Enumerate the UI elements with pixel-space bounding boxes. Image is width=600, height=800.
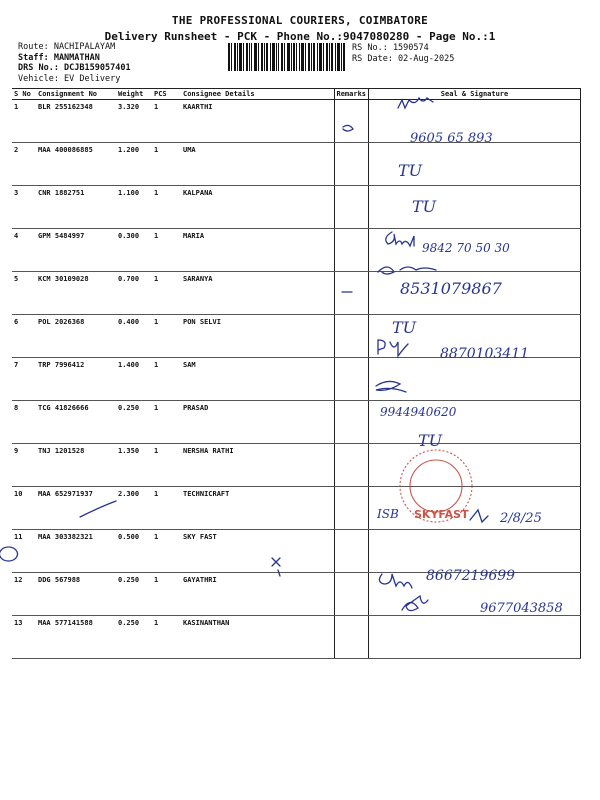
cell-remarks — [334, 444, 369, 487]
table-header-row — [12, 89, 581, 100]
cell-seal — [369, 315, 581, 358]
cell-weight: 1.100 — [116, 186, 152, 229]
cell-pcs: 1 — [152, 530, 181, 573]
cell-sno: 1 — [12, 100, 36, 143]
phone-note-7: 8870103411 — [440, 346, 530, 362]
runsheet-meta-left — [18, 42, 131, 84]
table-row — [12, 272, 581, 315]
table-row — [12, 401, 581, 444]
cell-consignee: UMA — [181, 143, 334, 186]
table-row — [12, 229, 581, 272]
cell-consignment: CNR 1882751 — [36, 186, 116, 229]
table-row — [12, 315, 581, 358]
cell-consignee: NERSHA RATHI — [181, 444, 334, 487]
cell-sno: 3 — [12, 186, 36, 229]
initials-2: TU — [398, 161, 423, 180]
cell-consignee: KAARTHI — [181, 100, 334, 143]
cell-seal — [369, 229, 581, 272]
cell-pcs: 1 — [152, 487, 181, 530]
cell-consignee: TECHNICRAFT — [181, 487, 334, 530]
date-note-11: 2/8/25 — [500, 511, 542, 526]
cell-seal — [369, 616, 581, 659]
cell-weight: 0.500 — [116, 530, 152, 573]
cell-consignee: PRASAD — [181, 401, 334, 444]
table-row — [12, 444, 581, 487]
cell-pcs: 1 — [152, 315, 181, 358]
cell-sno: 6 — [12, 315, 36, 358]
cell-remarks — [334, 573, 369, 616]
cell-remarks — [334, 272, 369, 315]
table-row — [12, 616, 581, 659]
col-header-weight: Weight — [116, 89, 152, 100]
col-header-pcs: PCS — [152, 89, 181, 100]
cell-remarks — [334, 616, 369, 659]
runsheet-meta-right — [352, 43, 454, 65]
cell-pcs: 1 — [152, 229, 181, 272]
cell-weight: 1.200 — [116, 143, 152, 186]
cell-sno: 10 — [12, 487, 36, 530]
cell-consignee: KASINANTHAN — [181, 616, 334, 659]
cell-remarks — [334, 315, 369, 358]
cell-pcs: 1 — [152, 616, 181, 659]
cell-seal — [369, 530, 581, 573]
cell-remarks — [334, 186, 369, 229]
table-row — [12, 100, 581, 143]
cell-sno: 4 — [12, 229, 36, 272]
cell-seal — [369, 401, 581, 444]
col-header-consignment: Consignment No — [36, 89, 116, 100]
col-header-remarks: Remarks — [334, 89, 369, 100]
cell-sno: 8 — [12, 401, 36, 444]
note-11: ISB — [377, 507, 399, 521]
cell-pcs: 1 — [152, 401, 181, 444]
cell-seal — [369, 573, 581, 616]
col-header-consignee: Consignee Details — [181, 89, 334, 100]
vehicle-label: Vehicle: EV Delivery — [18, 73, 121, 84]
runsheet-subtitle: Delivery Runsheet - PCK - Phone No.:9047080280 - Page No.:1 — [104, 30, 496, 43]
cell-weight: 1.400 — [116, 358, 152, 401]
cell-weight: 0.250 — [116, 573, 152, 616]
rs-date: RS Date: 02-Aug-2025 — [352, 54, 455, 64]
cell-consignment: TCG 41826666 — [36, 401, 116, 444]
cell-remarks — [334, 358, 369, 401]
cell-weight: 0.250 — [116, 401, 152, 444]
company-title: THE PROFESSIONAL COURIERS, COIMBATORE — [171, 14, 429, 27]
cell-seal — [369, 444, 581, 487]
cell-sno: 13 — [12, 616, 36, 659]
cell-seal — [369, 487, 581, 530]
cell-consignment: TNJ 1201528 — [36, 444, 116, 487]
cell-consignment: MAA 652971937 — [36, 487, 116, 530]
cell-pcs: 1 — [152, 186, 181, 229]
cell-consignment: DDG 567988 — [36, 573, 116, 616]
table-row — [12, 573, 581, 616]
cell-weight: 0.250 — [116, 616, 152, 659]
cell-remarks — [334, 229, 369, 272]
initials-3: TU — [412, 197, 437, 216]
cell-consignment: MAA 400086885 — [36, 143, 116, 186]
cell-pcs: 1 — [152, 358, 181, 401]
initials-7: TU — [392, 318, 417, 337]
phone-note-8: 9944940620 — [380, 405, 457, 419]
cell-consignee: MARIA — [181, 229, 334, 272]
cell-seal — [369, 358, 581, 401]
cell-sno: 5 — [12, 272, 36, 315]
cell-weight: 1.350 — [116, 444, 152, 487]
table-row — [12, 358, 581, 401]
cell-remarks — [334, 530, 369, 573]
cell-sno: 12 — [12, 573, 36, 616]
cell-consignment: TRP 7996412 — [36, 358, 116, 401]
cell-consignee: KALPANA — [181, 186, 334, 229]
cell-consignee: SAM — [181, 358, 334, 401]
rs-number: RS No.: 1590574 — [352, 43, 429, 53]
cell-sno: 2 — [12, 143, 36, 186]
cell-consignment: MAA 577141588 — [36, 616, 116, 659]
staff-label: Staff: MANMATHAN — [18, 52, 100, 63]
cell-sno: 9 — [12, 444, 36, 487]
table-row — [12, 143, 581, 186]
cell-remarks — [334, 487, 369, 530]
barcode — [228, 43, 346, 71]
cell-consignment: POL 2026368 — [36, 315, 116, 358]
stamp-text: SKYFAST — [414, 508, 469, 521]
cell-remarks — [334, 143, 369, 186]
cell-seal — [369, 186, 581, 229]
route-label: Route: NACHIPALAYAM — [18, 42, 116, 52]
cell-consignee: PON SELVI — [181, 315, 334, 358]
phone-note-13: 9677043858 — [480, 601, 563, 616]
cell-weight: 0.400 — [116, 315, 152, 358]
cell-weight: 0.700 — [116, 272, 152, 315]
cell-pcs: 1 — [152, 573, 181, 616]
cell-weight: 3.320 — [116, 100, 152, 143]
cell-remarks — [334, 401, 369, 444]
cell-remarks — [334, 100, 369, 143]
cell-sno: 7 — [12, 358, 36, 401]
cell-pcs: 1 — [152, 100, 181, 143]
phone-note-1: 9605 65 893 — [410, 131, 493, 146]
cell-consignment: KCM 30109028 — [36, 272, 116, 315]
runsheet-table — [12, 88, 581, 659]
cell-pcs: 1 — [152, 143, 181, 186]
phone-note-4: 9842 70 50 30 — [422, 241, 510, 255]
cell-weight: 2.300 — [116, 487, 152, 530]
col-header-seal: Seal & Signature — [369, 89, 581, 100]
cell-consignment: GPM 5484997 — [36, 229, 116, 272]
initials-9: TU — [418, 431, 443, 450]
cell-consignment: MAA 303382321 — [36, 530, 116, 573]
cell-consignee: SKY FAST — [181, 530, 334, 573]
cell-consignment: BLR 255162348 — [36, 100, 116, 143]
table-row — [12, 186, 581, 229]
drs-number: DRS No.: DCJB159057401 — [18, 63, 131, 73]
cell-seal — [369, 272, 581, 315]
cell-pcs: 1 — [152, 444, 181, 487]
cell-pcs: 1 — [152, 272, 181, 315]
phone-note-12: 8667219699 — [426, 568, 516, 584]
cell-seal — [369, 100, 581, 143]
table-row — [12, 487, 581, 530]
phone-note-5: 8531079867 — [400, 279, 502, 298]
cell-weight: 0.300 — [116, 229, 152, 272]
cell-sno: 11 — [12, 530, 36, 573]
cell-seal — [369, 143, 581, 186]
cell-consignee: SARANYA — [181, 272, 334, 315]
table-row — [12, 530, 581, 573]
col-header-sno: S No — [12, 89, 36, 100]
cell-consignee: GAYATHRI — [181, 573, 334, 616]
page-header — [0, 14, 600, 43]
